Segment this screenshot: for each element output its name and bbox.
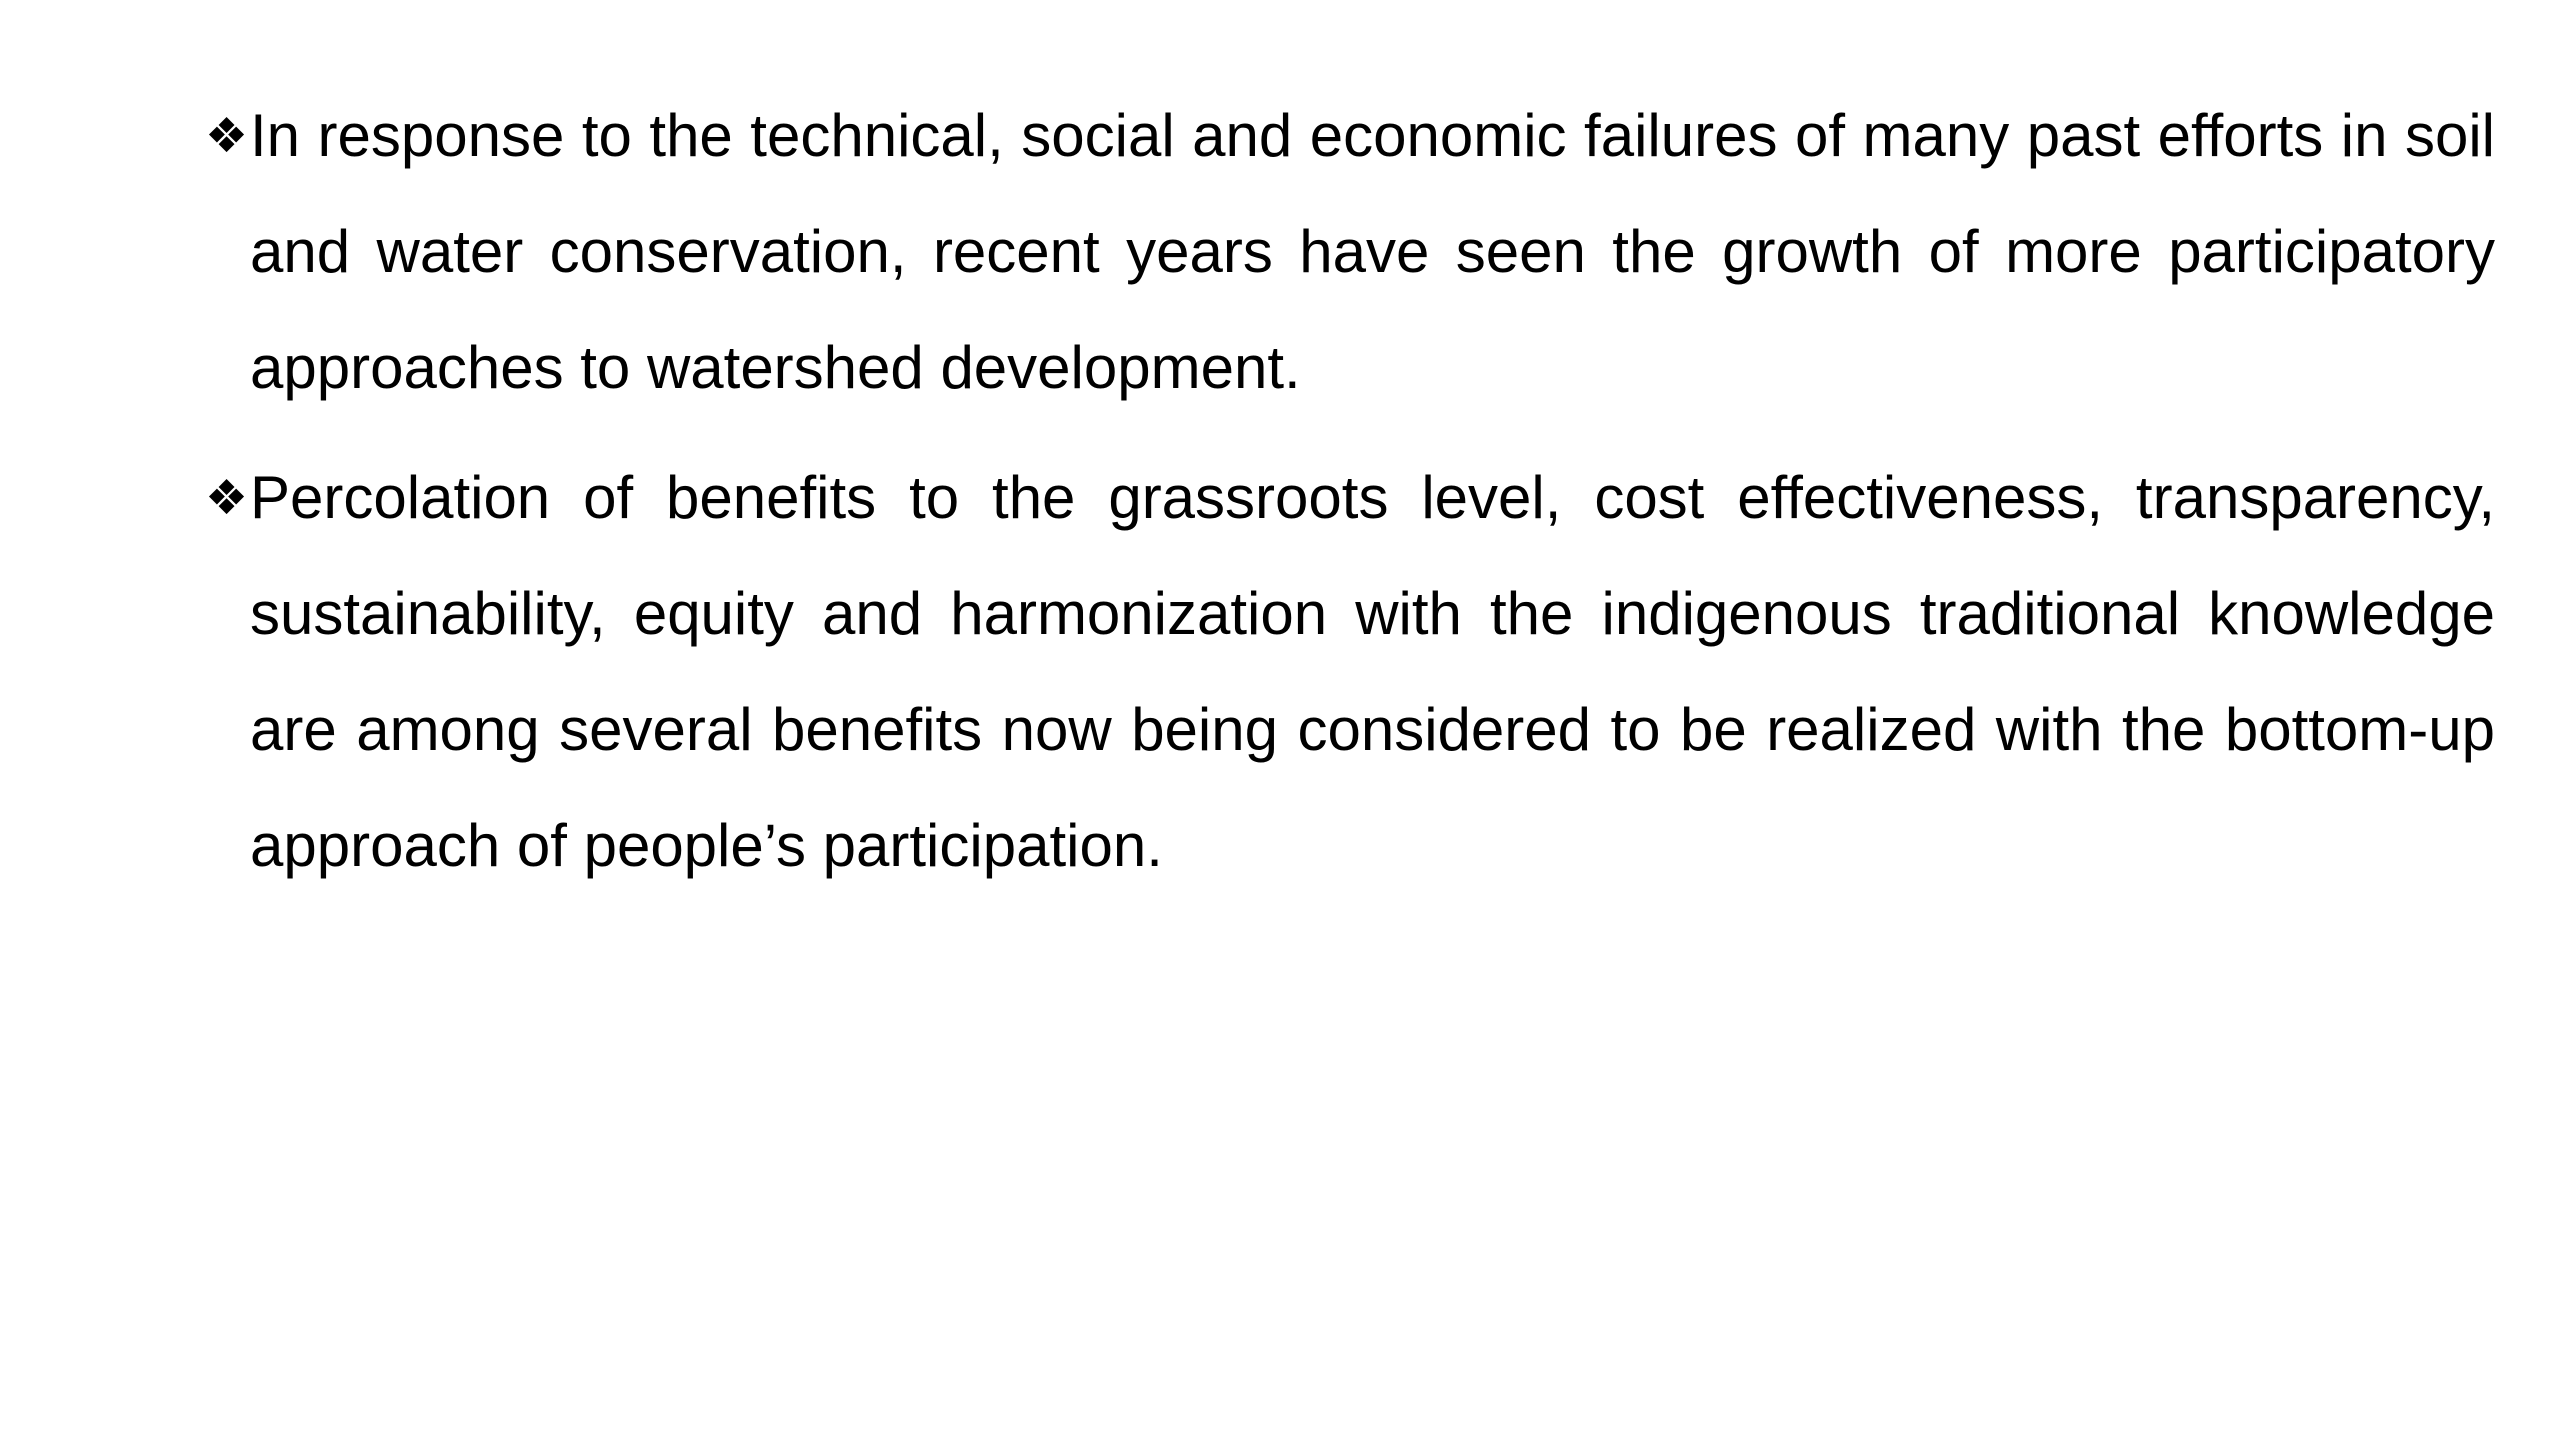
bullet-list xyxy=(205,78,2495,904)
bullet-text: In response to the technical, social and economic failures of many past efforts in soil and water conservation, recent years have seen the growth of more participatory approaches to watershed development. xyxy=(250,102,2495,401)
bullet-item xyxy=(205,78,2495,426)
four-diamond-bullet-icon: ❖ xyxy=(205,470,249,526)
four-diamond-bullet-icon: ❖ xyxy=(205,108,249,164)
bullet-text: Percolation of benefits to the grassroots level, cost effectiveness, transparency, sustainability, equity and harmonization with the indigenous traditional knowledge are among several benefits now being considered to be realized with the bottom-up approach of people’s participation. xyxy=(250,464,2495,879)
bullet-item xyxy=(205,440,2495,904)
